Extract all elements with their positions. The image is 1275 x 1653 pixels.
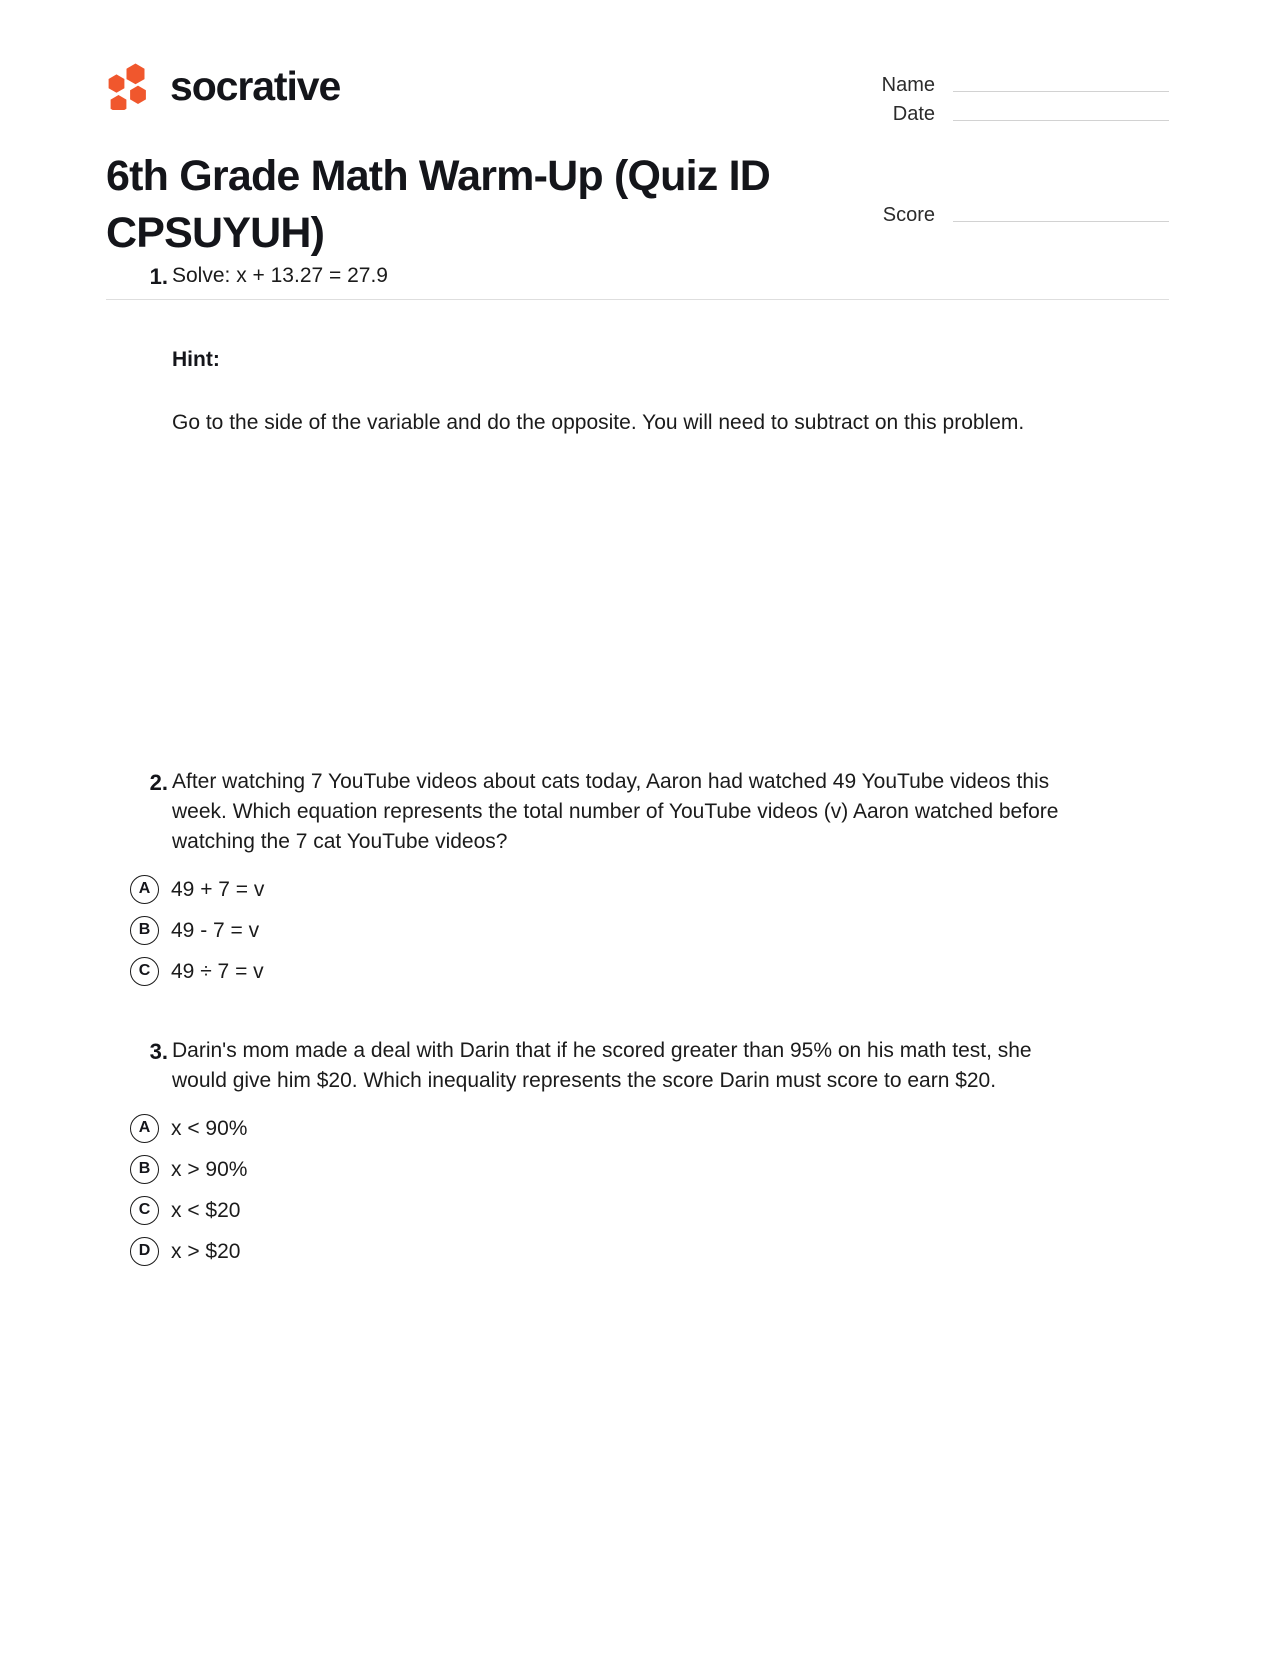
hint-text: Go to the side of the variable and do the opposite. You will need to subtract on this problem. [172,410,1025,434]
option-c-letter: C [130,957,159,986]
option-c[interactable] [130,1190,1169,1231]
question-2-options [138,869,1169,992]
date-label: Date [892,103,935,125]
page-header [106,0,1169,258]
question-2: 2. After watching 7 YouTube videos about cats today, Aaron had watched 49 YouTube videos this week. Which equation represents the total number of YouTube videos (v) Aaron watched before watching the 7 cat YouTube videos? A 49 + 7 = v B 49 - 7 = v C 49 ÷ 7 = v [106,767,1169,991]
option-a-letter: A [130,875,159,904]
hint-label: Hint: [172,347,220,371]
question-3-options [138,1108,1169,1272]
option-a[interactable] [130,1108,1169,1149]
brand-wordmark: socrative [170,62,341,109]
question-2-text: After watching 7 YouTube videos about cats today, Aaron had watched 49 YouTube videos this week. Which equation represents the total number of YouTube videos (v) Aaron watched before watching the 7 cat YouTube videos? [172,770,1059,854]
questions-list [106,230,1169,1272]
spacer [106,992,1169,1036]
question-1-hint [172,345,1169,438]
hexagon-cluster-icon [106,62,154,110]
score-input-line[interactable] [953,220,1169,222]
question-3: 3. Darin's mom made a deal with Darin that if he scored greater than 95% on his math test, she would give him $20. Which inequality represents the score Darin must score to earn $20. A x < 90% B x > 90% C x < $20 D x > $20 [106,1036,1169,1272]
socrative-logo [106,62,340,110]
option-b-letter: B [130,1155,159,1184]
option-d-text: x > $20 [171,1239,241,1263]
student-info-fields [829,66,1169,225]
option-a-letter: A [130,1114,159,1143]
question-1: 1. Solve: x + 13.27 = 27.9 Hint: Go to the side of the variable and do the opposite. You will need to subtract on this problem. [106,261,1169,709]
name-input-line[interactable] [953,90,1169,92]
option-b-text: 49 - 7 = v [171,918,260,942]
option-c[interactable] [130,951,1169,992]
name-field-row [829,66,1169,95]
option-b[interactable] [130,1149,1169,1190]
date-field-row [829,95,1169,124]
option-b[interactable] [130,910,1169,951]
option-a-text: x < 90% [171,1116,248,1140]
spacer [106,709,1169,767]
question-1-answer-space[interactable] [172,437,1169,709]
option-b-letter: B [130,916,159,945]
option-c-letter: C [130,1196,159,1225]
option-a[interactable] [130,869,1169,910]
page-title: 6th Grade Math Warm-Up (Quiz ID CPSUYUH) [106,152,771,258]
date-input-line[interactable] [953,119,1169,121]
question-1-text: Solve: x + 13.27 = 27.9 [172,264,388,287]
score-field-row [829,196,1169,225]
option-d[interactable] [130,1231,1169,1272]
option-d-letter: D [130,1237,159,1266]
name-label: Name [881,74,935,96]
score-label: Score [882,204,935,226]
option-c-text: 49 ÷ 7 = v [171,959,264,983]
option-a-text: 49 + 7 = v [171,877,265,901]
option-b-text: x > 90% [171,1157,248,1181]
question-3-text: Darin's mom made a deal with Darin that if he scored greater than 95% on his math test, she would give him $20. Which inequality represents the score Darin must score to earn $20. [172,1038,1032,1092]
option-c-text: x < $20 [171,1198,241,1222]
